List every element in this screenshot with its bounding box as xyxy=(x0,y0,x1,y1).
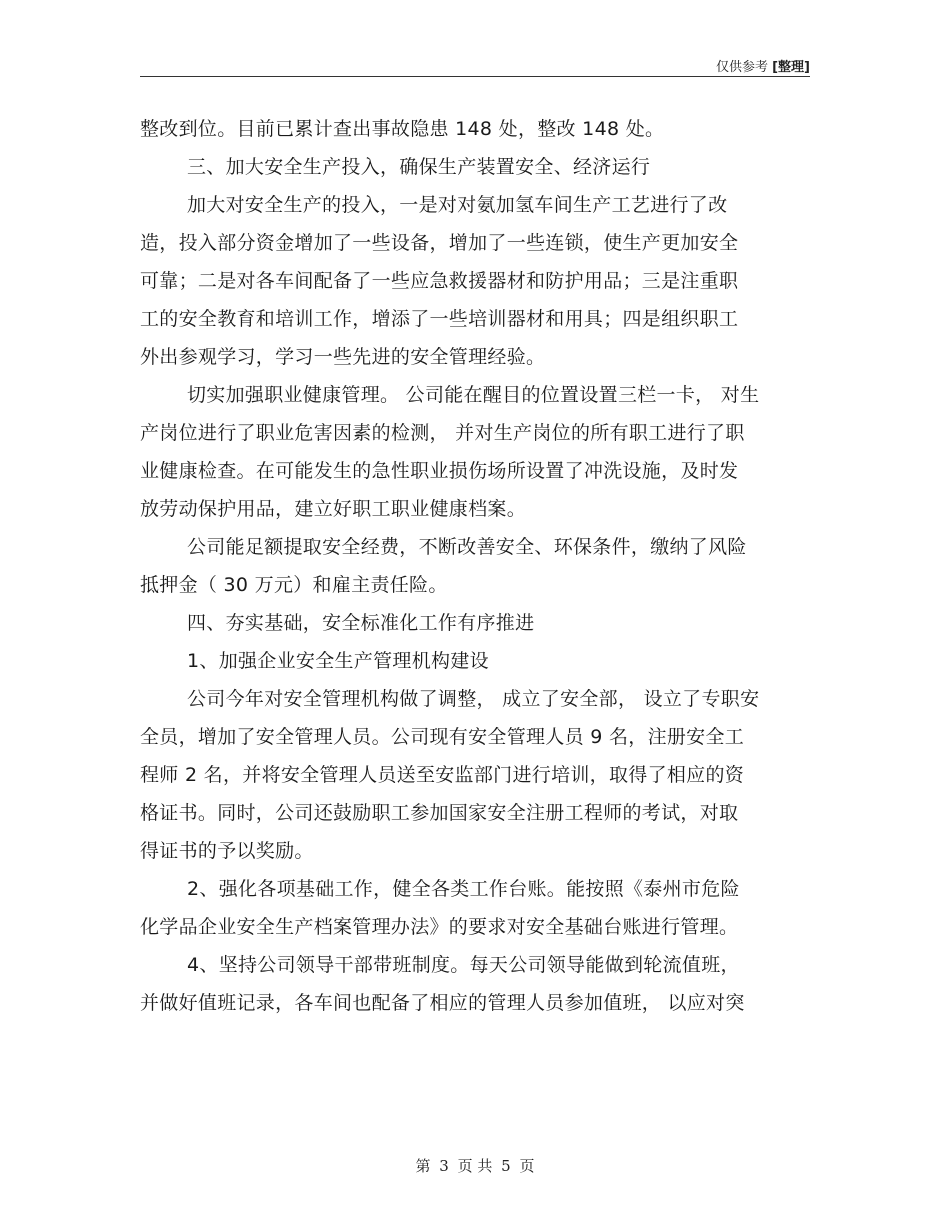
body-line: 程师 2 名，并将安全管理人员送至安监部门进行培训，取得了相应的资 xyxy=(140,764,745,786)
body-line: 加大对安全生产的投入，一是对对氨加氢车间生产工艺进行了改 xyxy=(187,194,728,216)
body-line: 公司能足额提取安全经费，不断改善安全、环保条件，缴纳了风险 xyxy=(187,536,747,558)
body-line: 业健康检查。在可能发生的急性职业损伤场所设置了冲洗设施，及时发 xyxy=(140,460,739,482)
document-body xyxy=(140,110,810,1022)
header-note-text: 仅供参考 xyxy=(715,60,768,75)
body-line: 整改到位。目前已累计查出事故隐患 148 处，整改 148 处。 xyxy=(140,118,665,140)
footer-page-number: 3 xyxy=(439,1157,449,1175)
footer-suffix: 页 xyxy=(519,1157,535,1175)
body-line: 格证书。同时，公司还鼓励职工参加国家安全注册工程师的考试，对取 xyxy=(140,802,739,824)
body-line: 外出参观学习，学习一些先进的安全管理经验。 xyxy=(140,346,546,368)
page-footer xyxy=(0,1155,950,1176)
body-line: 三、加大安全生产投入，确保生产装置安全、经济运行 xyxy=(187,156,651,178)
footer-middle: 页 共 xyxy=(457,1157,493,1175)
body-line: 抵押金（ 30 万元）和雇主责任险。 xyxy=(140,574,448,596)
body-line: 全员，增加了安全管理人员。公司现有安全管理人员 9 名，注册安全工 xyxy=(140,726,745,748)
body-line: 切实加强职业健康管理。 公司能在醒目的位置设置三栏一卡， 对生 xyxy=(187,384,760,406)
header-divider xyxy=(140,76,810,77)
footer-prefix: 第 xyxy=(415,1157,431,1175)
body-line: 造，投入部分资金增加了一些设备，增加了一些连锁，使生产更加安全 xyxy=(140,232,739,254)
footer-total-pages: 5 xyxy=(501,1157,511,1175)
body-line: 产岗位进行了职业危害因素的检测， 并对生产岗位的所有职工进行了职 xyxy=(140,422,745,444)
body-line: 四、夯实基础，安全标准化工作有序推进 xyxy=(187,612,535,634)
body-line: 公司今年对安全管理机构做了调整， 成立了安全部， 设立了专职安 xyxy=(187,688,760,710)
body-line: 并做好值班记录，各车间也配备了相应的管理人员参加值班， 以应对突 xyxy=(140,992,745,1014)
body-line: 工的安全教育和培训工作，增添了一些培训器材和用具；四是组织职工 xyxy=(140,308,739,330)
body-line: 可靠；二是对各车间配备了一些应急救援器材和防护用品；三是注重职 xyxy=(140,270,739,292)
header-note xyxy=(716,56,810,75)
body-line: 化学品企业安全生产档案管理办法》的要求对安全基础台账进行管理。 xyxy=(140,916,739,938)
body-line: 放劳动保护用品，建立好职工职业健康档案。 xyxy=(140,498,527,520)
header-bracket-tag: [整理] xyxy=(772,60,810,75)
body-line: 得证书的予以奖励。 xyxy=(140,840,314,862)
body-line: 2、强化各项基础工作，健全各类工作台账。能按照《泰州市危险 xyxy=(187,878,740,900)
body-line: 1、加强企业安全生产管理机构建设 xyxy=(187,650,489,672)
body-line: 4、坚持公司领导干部带班制度。每天公司领导能做到轮流值班， xyxy=(187,954,740,976)
